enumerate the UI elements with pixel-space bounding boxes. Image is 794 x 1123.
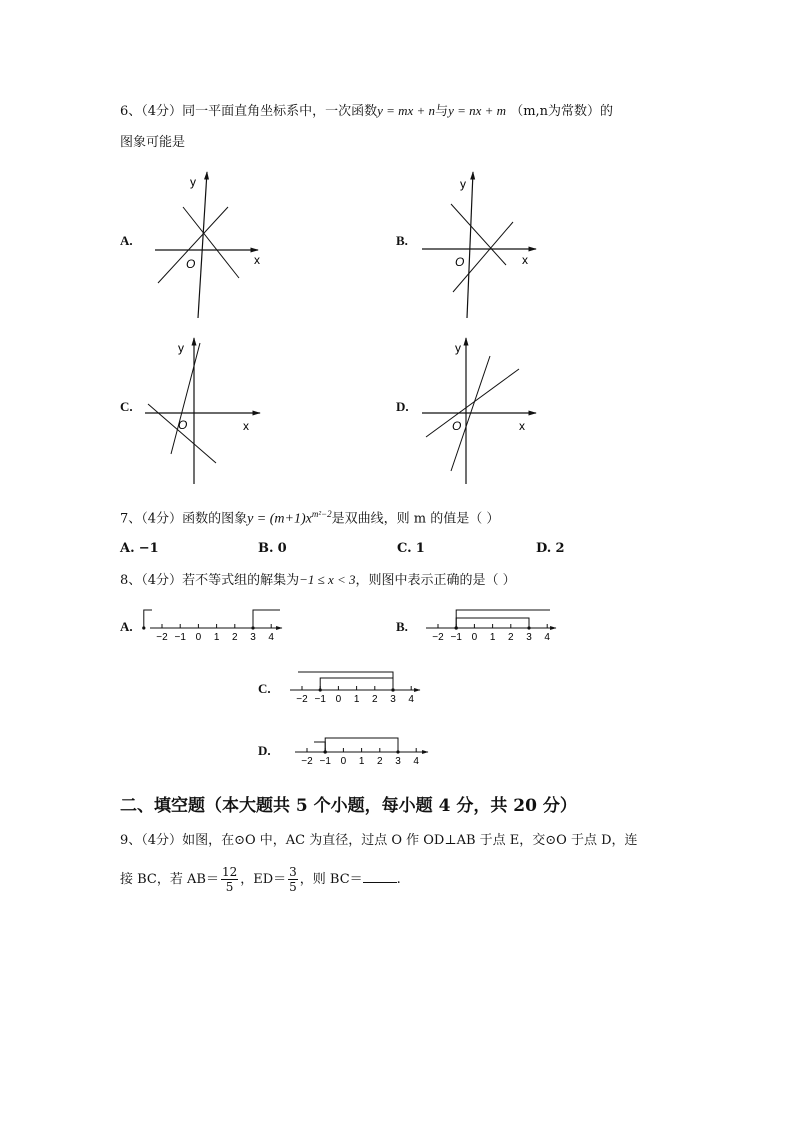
q7-formula-exponent: m²−2 (311, 509, 332, 519)
q9-fraction-ed (288, 865, 298, 894)
q7-formula: y = (m+1)x (247, 511, 312, 527)
number-line-tick-label: −2 (296, 694, 308, 705)
endpoint-dot (319, 688, 322, 691)
q9-ed-denominator: 5 (289, 880, 297, 894)
graph-c-origin: O (178, 418, 188, 432)
q8-number-line-c[interactable] (290, 672, 420, 705)
q6-paren: （m,n为常数）的 (510, 104, 614, 119)
number-line-tick-label: 1 (358, 756, 365, 767)
number-line-tick-label: 3 (526, 632, 532, 643)
q7-choice-d-label: D. (536, 541, 552, 556)
q7-number: 7、 (120, 511, 142, 527)
number-line-tick-label: 2 (372, 694, 378, 705)
q6-option-d-label[interactable]: D. (396, 399, 409, 414)
graph-c-y-label: y (178, 341, 184, 355)
graph-a-x-label: x (254, 253, 260, 267)
number-line-tick-label: 1 (213, 632, 220, 643)
q8-text1: 若不等式组的解集为 (182, 573, 300, 588)
q6-option-b-label[interactable]: B. (396, 233, 408, 248)
q8-number-line-b[interactable] (426, 610, 556, 643)
endpoint-dot (251, 626, 254, 629)
number-line-tick-label: 2 (232, 632, 238, 643)
number-line-tick-label: −2 (432, 632, 444, 643)
q9-line1-text: 如图，在⊙O 中，AC 为直径，过点 O 作 OD⊥AB 于点 E，交⊙O 于点 D，连 (182, 833, 638, 848)
q7-choice-d-value: 2 (555, 541, 565, 556)
solution-bracket (298, 672, 393, 690)
q8-option-c-label[interactable]: C. (258, 681, 271, 696)
q6-text1: 同一平面直角坐标系中，一次函数 (182, 104, 378, 119)
q6-number: 6、 (120, 104, 142, 119)
number-line-tick-label: 3 (250, 632, 256, 643)
q8-condition: −1 ≤ x < 3 (299, 572, 356, 587)
graph-b-y-label: y (460, 177, 466, 191)
q9-ab-denominator: 5 (225, 880, 234, 894)
q8-number-line-d[interactable] (295, 738, 428, 767)
number-line-tick-label: 4 (413, 756, 419, 767)
graph-b-origin: O (455, 255, 465, 269)
q7-score: （4分） (141, 511, 183, 527)
q8-option-a-label[interactable]: A. (120, 619, 133, 634)
number-line-tick-label: 4 (408, 694, 414, 705)
number-line-tick-label: −1 (450, 632, 462, 643)
number-line-tick-label: 0 (340, 756, 347, 767)
q9-text-c: ，则 BC＝ (299, 872, 363, 887)
number-line-tick-label: −2 (301, 756, 313, 767)
number-line-tick-label: 2 (508, 632, 514, 643)
q6-score: （4分） (141, 104, 183, 119)
endpoint-dot (527, 626, 530, 629)
q9-number: 9、 (120, 833, 142, 848)
number-line-tick-label: 0 (335, 694, 342, 705)
solution-bracket (253, 610, 280, 628)
graph-c-x-label: x (243, 419, 249, 433)
number-line-tick-label: 3 (390, 694, 396, 705)
graph-d-origin: O (452, 419, 462, 433)
graph-a-y-label: y (190, 175, 196, 189)
endpoint-dot (396, 750, 399, 753)
number-line-tick-label: 4 (268, 632, 274, 643)
q8-option-b-label[interactable]: B. (396, 619, 408, 634)
q7-choice-a-label: A. (120, 541, 135, 556)
q9-score: （4分） (141, 833, 183, 848)
number-line-tick-label: −1 (174, 632, 186, 643)
q9-text-b: ，ED＝ (240, 872, 287, 887)
q8-number-line-a[interactable] (142, 610, 282, 643)
q7-choice-c-label: C. (397, 541, 412, 556)
q9-fraction-ab (221, 865, 238, 894)
q6-text2: 与 (435, 104, 449, 119)
graph-b-x-label: x (522, 253, 528, 267)
q6-formula-2: y = nx + m (448, 103, 507, 118)
q6-option-a-label[interactable]: A. (120, 233, 133, 248)
solution-bracket (314, 742, 325, 752)
solution-bracket (144, 610, 152, 628)
number-line-tick-label: 4 (544, 632, 550, 643)
q9-text-a: 接 BC，若 AB＝ (120, 872, 219, 887)
q8-option-d-label[interactable]: D. (258, 743, 271, 758)
question-9-line2 (120, 860, 401, 900)
section-2-title: 二、填空题（本大题共 5 个小题，每小题 4 分，共 20 分） (120, 796, 577, 816)
q9-ab-numerator: 12 (221, 865, 238, 879)
q7-choice-b-value: 0 (277, 541, 287, 556)
q7-text1: 函数的图象 (182, 511, 248, 527)
endpoint-dot (455, 626, 458, 629)
number-line-tick-label: 1 (489, 632, 496, 643)
q8-score: （4分） (141, 573, 183, 588)
question-9-line1 (120, 831, 638, 851)
number-line-tick-label: 0 (471, 632, 478, 643)
graph-d-y-label: y (455, 341, 461, 355)
q9-ed-numerator: 3 (289, 865, 297, 879)
q8-number: 8、 (120, 573, 142, 588)
number-line-tick-label: 3 (395, 756, 401, 767)
q6-option-c-label[interactable]: C. (120, 399, 133, 414)
graph-a-origin: O (186, 257, 196, 271)
number-line-tick-label: 0 (195, 632, 202, 643)
q9-answer-blank[interactable] (363, 870, 397, 883)
q6-formula-1: y = mx + n (377, 103, 436, 118)
endpoint-dot (391, 688, 394, 691)
q8-text2: ，则图中表示正确的是（ ） (355, 573, 516, 588)
solution-bracket (456, 610, 550, 628)
q7-choice-a-value: −1 (138, 541, 159, 556)
q7-text2: 是双曲线，则 m 的值是（ ） (331, 511, 500, 527)
q7-choice-b-label: B. (258, 541, 274, 556)
endpoint-dot (324, 750, 327, 753)
number-line-tick-label: −2 (156, 632, 168, 643)
number-line-tick-label: 1 (353, 694, 360, 705)
endpoint-dot (142, 626, 145, 629)
q9-text-d: . (396, 872, 401, 887)
q7-choice-c-value: 1 (415, 541, 425, 556)
graph-d-x-label: x (519, 419, 525, 433)
number-line-tick-label: 2 (377, 756, 383, 767)
number-line-tick-label: −1 (314, 694, 326, 705)
question-6-line2: 图象可能是 (120, 135, 186, 150)
number-line-tick-label: −1 (319, 756, 331, 767)
